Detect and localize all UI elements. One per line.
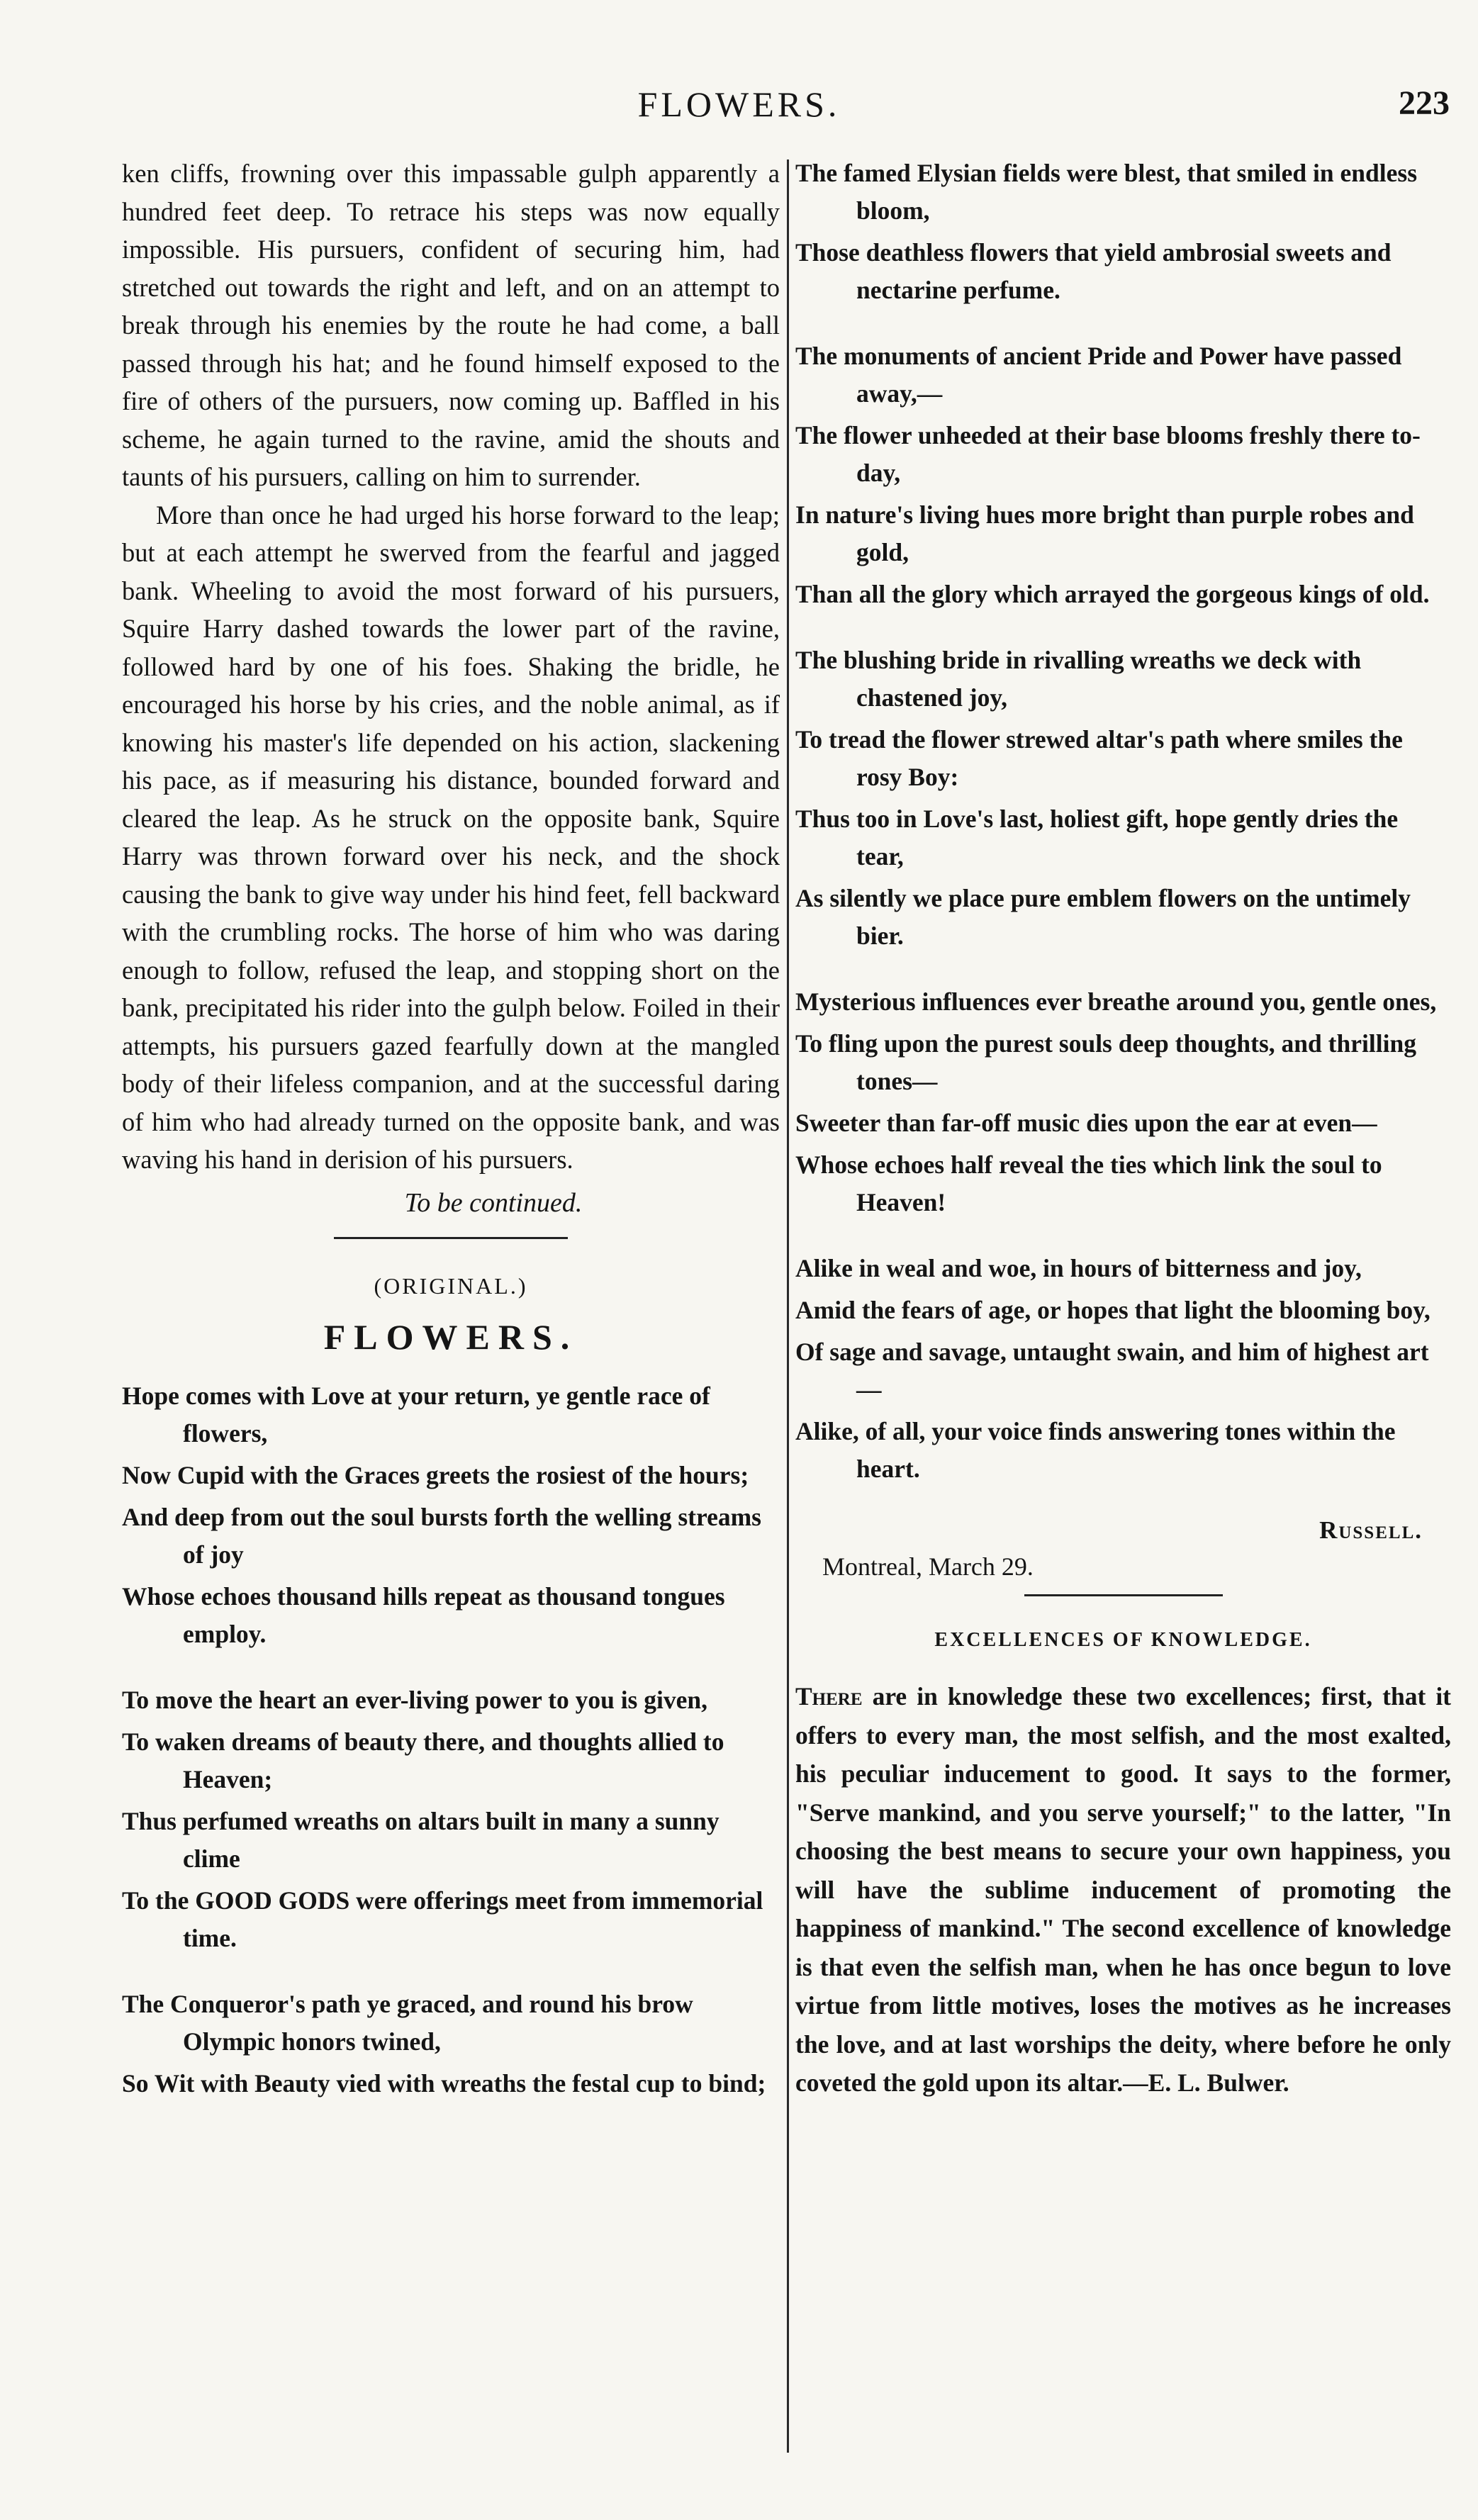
poem-line: Now Cupid with the Graces greets the rosiest of the hours; (122, 1460, 749, 1489)
poem-line: The monuments of ancient Pride and Power have passed away,— (795, 342, 1402, 408)
left-column (122, 155, 780, 2131)
story-paragraph: ken cliffs, frowning over this impassable gulph apparently a hundred feet deep. To retrace his steps was now equally impossible. His pursuers, confident of securing him, had stretched out towards the right and left, and on an attempt to break through his enemies by the route he had come, a ball passed through his hat; and he found himself exposed to the fire of others of the pursuers, now coming up. Baffled in his scheme, he again turned to the ravine, amid the shouts and taunts of his pursuers, calling on him to surrender. (122, 159, 780, 491)
poem-line: Than all the glory which arrayed the gorgeous kings of old. (795, 580, 1430, 608)
running-title: FLOWERS. (637, 84, 841, 124)
original-tag: (ORIGINAL.) (374, 1272, 528, 1299)
poem-stanza (122, 1986, 780, 2102)
essay-paragraph (795, 1677, 1451, 2102)
essay-title: EXCELLENCES OF KNOWLEDGE. (934, 1629, 1312, 1651)
poem-line: Whose echoes half reveal the ties which link the soul to Heaven! (795, 1150, 1382, 1216)
poem-line: So Wit with Beauty vied with wreaths the festal cup to bind; (122, 2068, 766, 2098)
poem-line: To move the heart an ever-living power to you is given, (122, 1685, 707, 1714)
poem-line: As silently we place pure emblem flowers on the untimely bier. (795, 884, 1411, 950)
poem-dateline: Montreal, March 29. (822, 1552, 1034, 1581)
poem-line: The blushing bride in rivalling wreaths we deck with chastened joy, (795, 646, 1362, 712)
poem-line: Thus too in Love's last, holiest gift, hope gently dries the tear, (795, 805, 1399, 870)
poem-line: The Conqueror's path ye graced, and round his brow Olympic honors twined, (122, 1989, 693, 2056)
poem-line: Hope comes with Love at your return, ye gentle race of flowers, (122, 1381, 710, 1447)
poem-line: The famed Elysian fields were blest, that smiled in endless bloom, (795, 159, 1418, 225)
page-header (0, 84, 1478, 133)
poem-line: To the GOOD GODS were offerings meet from immemorial time. (122, 1886, 763, 1952)
to-be-continued: To be continued. (404, 1187, 583, 1218)
poem-title: FLOWERS. (323, 1316, 578, 1357)
poem-stanza (795, 642, 1451, 955)
poem-line: Alike in weal and woe, in hours of bitterness and joy, (795, 1254, 1362, 1282)
page-number: 223 (1399, 84, 1450, 122)
poem-stanza (795, 1250, 1451, 1488)
essay-text (795, 1677, 1451, 2102)
section-rule (334, 1237, 568, 1239)
poem-line: To tread the flower strewed altar's path where smiles the rosy Boy: (795, 725, 1403, 791)
poem-line: Sweeter than far-off music dies upon the ear at even— (795, 1109, 1377, 1137)
poem-line: And deep from out the soul bursts forth the welling streams of joy (122, 1502, 761, 1569)
poem-line: The flower unheeded at their base blooms freshly there to-day, (795, 421, 1421, 487)
poem-line: In nature's living hues more bright than purple robes and gold, (795, 500, 1414, 566)
poem-line: Amid the fears of age, or hopes that light the blooming boy, (795, 1296, 1431, 1324)
poem-line: Mysterious influences ever breathe around you, gentle ones, (795, 987, 1437, 1016)
poem-line: Those deathless flowers that yield ambrosial sweets and nectarine perfume. (795, 238, 1392, 304)
poem-author: Russell. (1319, 1516, 1423, 1544)
story-paragraph: More than once he had urged his horse forward to the leap; but at each attempt he swerved from the fearful and jagged bank. Wheeling to avoid the most forward of his pursuers, Squire Harry dashed towards the lower part of the ravine, followed hard by one of his foes. Shaking the bridle, he encouraged his horse by his cries, and the noble animal, as if knowing his master's life depended on his action, slackening his pace, as if measuring his distance, bounded forward and cleared the leap. As he struck on the opposite bank, Squire Harry was thrown forward over his neck, and the shock causing the bank to give way under his hind feet, fell backward with the crumbling rocks. The horse of him who was daring enough to follow, refused the leap, and stopping short on the bank, precipitated his rider into the gulph below. Foiled in their attempts, his pursuers gazed fearfully down at the mangled body of their lifeless companion, and at the successful daring of him who had already turned on the opposite bank, and was waving his hand in derision of his pursuers. (122, 500, 780, 1174)
poem-stanza (122, 1377, 780, 1653)
poem-stanza (795, 983, 1451, 1221)
poem-stanza (795, 337, 1451, 613)
column-divider (787, 159, 789, 2453)
story-text (122, 155, 780, 1179)
poem-line: Of sage and savage, untaught swain, and him of highest art— (795, 1338, 1429, 1404)
poem-stanza (795, 155, 1451, 309)
poem-line: To fling upon the purest souls deep thoughts, and thrilling tones— (795, 1029, 1416, 1095)
poem-line: Thus perfumed wreaths on altars built in many a sunny clime (122, 1806, 720, 1873)
essay-body: are in knowledge these two excellences; first, that it offers to every man, the most selfish, and the most exalted, his peculiar inducement to good. It says to the former, "Serve mankind, and you serve yourself;" to the latter, "In choosing the best means to secure your own happiness, you will have the sublime inducement of promoting the happiness of mankind." The second excellence of knowledge is that even the selfish man, when he has once begun to love virtue from little motives, loses the motives as he increases the love, and at last worships the deity, where before he only coveted the gold upon its altar.—E. L. Bulwer. (795, 1682, 1452, 2097)
poem-line: To waken dreams of beauty there, and thoughts allied to Heaven; (122, 1727, 724, 1793)
essay-lead-word: There (795, 1682, 863, 1710)
poem-line: Whose echoes thousand hills repeat as thousand tongues employ. (122, 1581, 725, 1648)
section-rule (1024, 1594, 1223, 1596)
poem-stanza (122, 1681, 780, 1957)
right-column (795, 155, 1451, 2102)
poem-line: Alike, of all, your voice finds answering tones within the heart. (795, 1417, 1396, 1483)
